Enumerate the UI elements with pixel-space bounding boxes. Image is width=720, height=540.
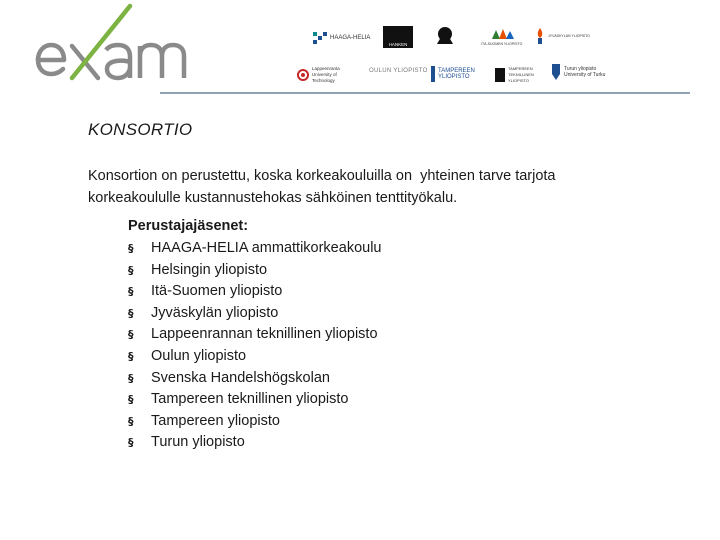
partner-helsingin-yliopisto	[433, 24, 457, 48]
bullet-icon: §	[128, 263, 134, 277]
list-item	[128, 389, 381, 411]
list-item	[128, 238, 381, 260]
partner-jyvaskylan-yliopisto: JYVÄSKYLÄN YLIOPISTO	[535, 28, 590, 44]
intro-line-2: korkeakoululle kustannustehokas sähköinen tenttityökalu.	[88, 189, 458, 206]
partner-logos	[295, 22, 615, 88]
hanken-icon: HANKEN	[383, 26, 413, 48]
bullet-icon: §	[128, 436, 134, 450]
bullet-icon: §	[128, 306, 134, 320]
partner-tampereen-yliopisto: TAMPEREEN YLIOPISTO	[431, 66, 482, 82]
intro-line-1: Konsortion on perustettu, koska korkeakouluilla on yhteinen tarve tarjota	[88, 168, 556, 184]
list-item	[128, 432, 381, 454]
jyvaskylan-yliopisto-icon	[535, 28, 545, 44]
member-name: Lappeenrannan teknillinen yliopisto	[151, 326, 378, 343]
member-name: Tampereen yliopisto	[151, 412, 280, 429]
members-heading: Perustajajäsenet:	[128, 218, 249, 234]
partner-haaga-helia: HAAGA-HELIA	[313, 32, 370, 44]
members-list	[128, 238, 381, 454]
logo-letter-m	[140, 45, 184, 78]
bullet-icon: §	[128, 242, 134, 255]
intro-paragraph	[88, 166, 648, 209]
partner-ita-suomen-yliopisto: ITÄ-SUOMEN YLIOPISTO	[481, 28, 522, 47]
bullet-icon: §	[128, 393, 134, 407]
partner-lut: Lappeenranta University of Technology	[297, 66, 352, 84]
member-name: Itä-Suomen yliopisto	[151, 283, 283, 300]
bullet-icon: §	[128, 328, 134, 342]
bullet-icon: §	[128, 285, 134, 299]
partner-turun-yliopisto: Turun yliopisto University of Turku	[551, 64, 612, 80]
logo-letter-e	[38, 45, 64, 74]
member-name: Helsingin yliopisto	[151, 261, 268, 278]
member-name: HAAGA-HELIA ammattikorkeakoulu	[151, 240, 382, 256]
page-title: KONSORTIO	[88, 120, 193, 139]
lut-icon	[297, 69, 309, 81]
haaga-helia-icon	[313, 32, 327, 44]
partner-tty: TAMPEREEN TEKNILLINEN YLIOPISTO	[495, 66, 554, 84]
turun-yliopisto-icon	[551, 64, 561, 80]
list-item	[128, 260, 381, 282]
tampereen-yliopisto-icon	[431, 66, 435, 82]
list-item	[128, 346, 381, 368]
list-item	[128, 411, 381, 433]
partner-hanken	[383, 26, 413, 48]
list-item	[128, 368, 381, 390]
member-name: Svenska Handelshögskolan	[151, 369, 330, 386]
logo-letter-a	[106, 45, 130, 78]
bullet-icon: §	[128, 371, 134, 385]
member-name: Turun yliopisto	[151, 434, 245, 451]
header-divider	[160, 92, 690, 94]
list-item	[128, 281, 381, 303]
member-name: Oulun yliopisto	[151, 347, 247, 364]
exam-logo	[34, 2, 199, 88]
bullet-icon: §	[128, 414, 134, 428]
ita-suomen-yliopisto-icon	[490, 28, 514, 40]
member-name: Jyväskylän yliopisto	[151, 304, 279, 321]
logo-letter-x	[72, 6, 130, 78]
tty-icon	[495, 68, 505, 82]
member-name: Tampereen teknillinen yliopisto	[151, 391, 349, 408]
helsingin-yliopisto-icon	[433, 24, 457, 48]
bullet-icon: §	[128, 349, 134, 363]
partner-oulun-yliopisto: OULUN YLIOPISTO	[369, 68, 428, 74]
list-item	[128, 324, 381, 346]
list-item	[128, 303, 381, 325]
